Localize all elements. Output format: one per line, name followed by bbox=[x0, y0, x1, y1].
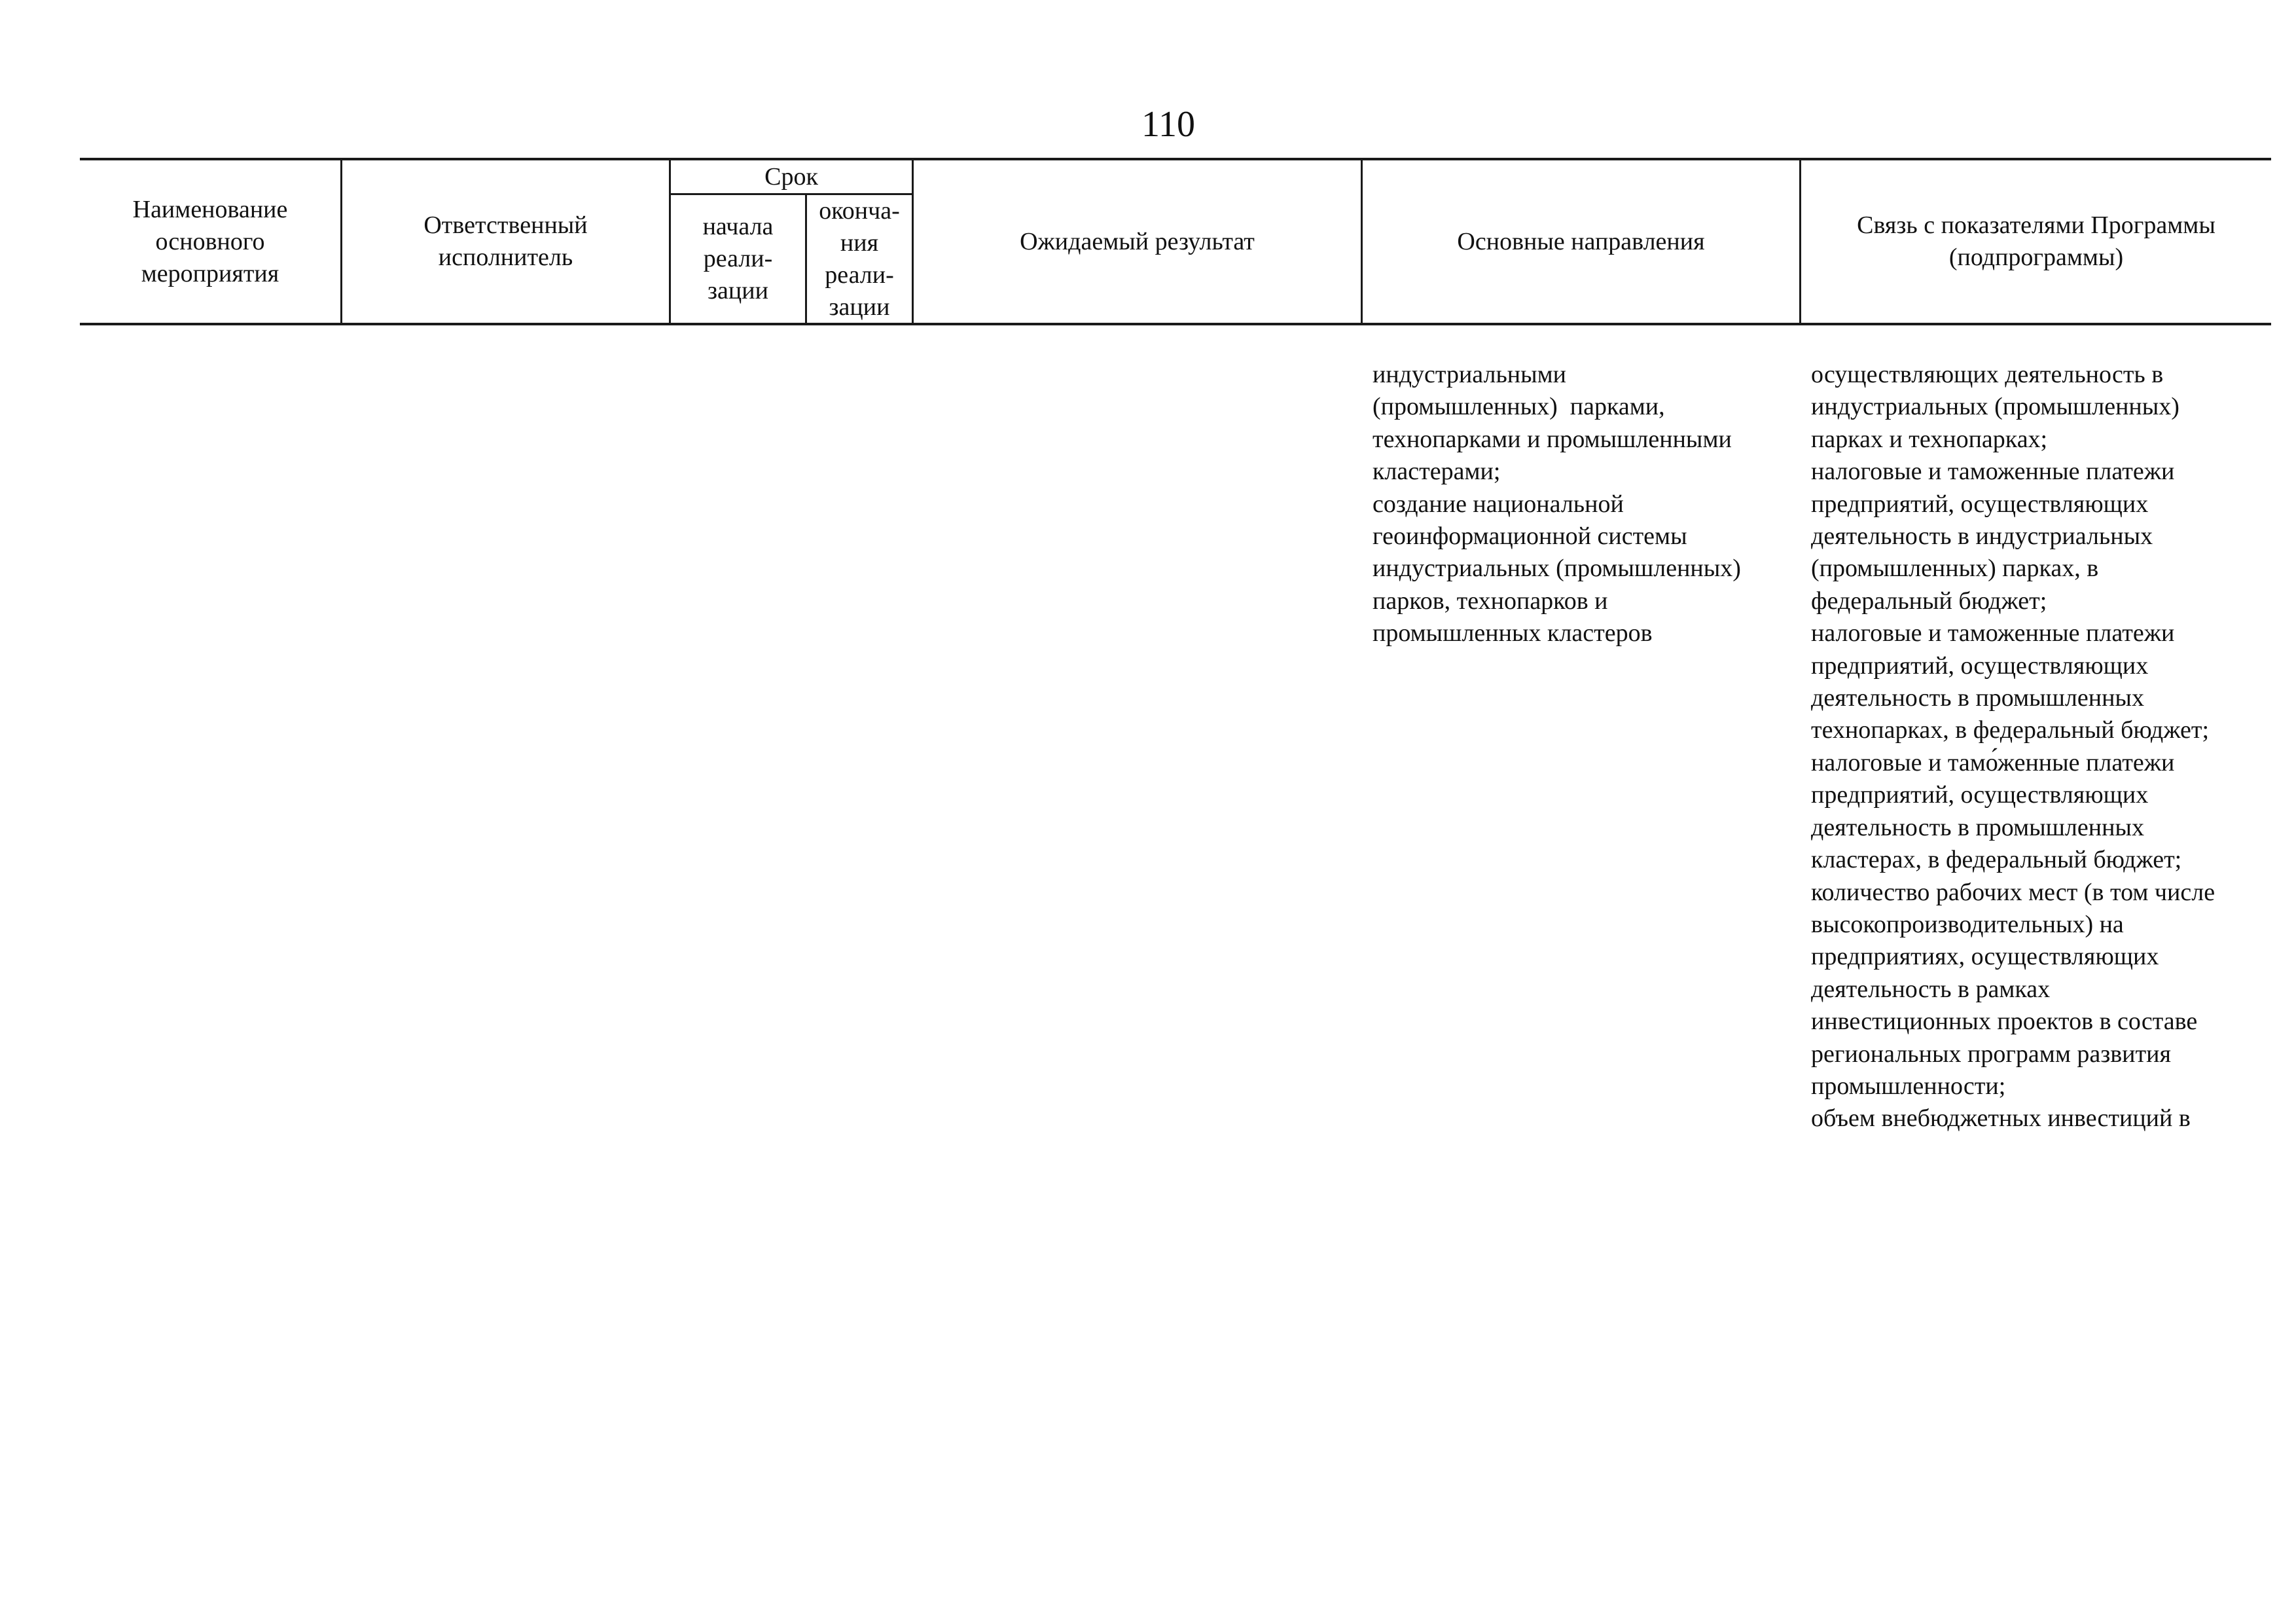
cell-program-indicators: осуществляющих деятельность в индустриальных (промышленных) парках и технопарках; налоговые и таможенные платежи предприятий, осуществляющих деятельность в индустриальных (промышленных) парках, в федеральный бюджет; налоговые и таможенные платежи предприятий, осуществляющих деятельность в промышленных технопарках, в федеральный бюджет; налоговые и тамо́женные платежи предприятий, осуществляющих деятельность в промышленных кластерах, в федеральный бюджет; количество рабочих мест (в том числе высокопроизводительных) на предприятиях, осуществляющих деятельность в рамках инвестиционных проектов в составе региональных программ развития промышленности; объем внебюджетных инвестиций в bbox=[1811, 361, 2215, 1133]
cell-main-directions: индустриальными (промышленных) парками, технопарками и промышленными кластерами; создание национальной геоинформационной системы индустриальных (промышленных) парков, технопарков и промышленных кластеров bbox=[1372, 361, 1741, 647]
header-bottom-rule bbox=[80, 323, 2271, 325]
header-term: Срок bbox=[764, 162, 818, 191]
header-expected-result: Ожидаемый результат bbox=[1020, 227, 1255, 255]
header-program-indicators: Связь с показателями Программы (подпрограммы) bbox=[1857, 211, 2215, 271]
header-event-name: Наименование основного мероприятия bbox=[132, 195, 288, 287]
header-term-start: начала реали- зации bbox=[702, 213, 774, 304]
header-responsible: Ответственный исполнитель bbox=[423, 211, 588, 271]
header-term-end: оконча- ния реали- зации bbox=[819, 196, 900, 321]
page-number: 110 bbox=[1141, 104, 1195, 145]
header-main-directions: Основные направления bbox=[1457, 227, 1705, 255]
